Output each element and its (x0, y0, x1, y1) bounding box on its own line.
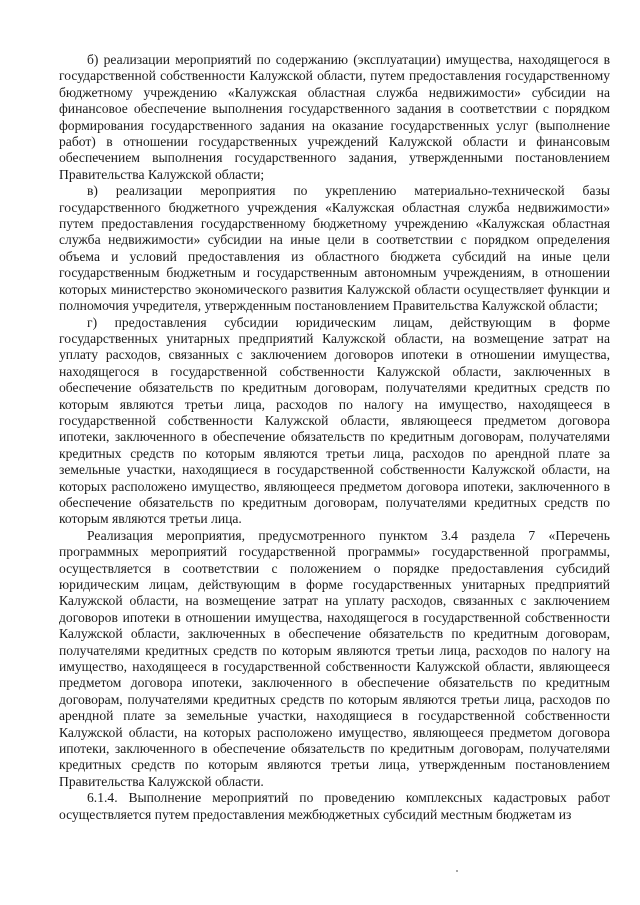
document-page (59, 52, 610, 823)
paragraph-6-1-4: 6.1.4. Выполнение мероприятий по проведению комплексных кадастровых работ осуществляется путем предоставления межбюджетных субсидий местным бюджетам из (59, 790, 610, 822)
paragraph-implementation: Реализация мероприятия, предусмотренного пунктом 3.4 раздела 7 «Перечень программных мероприятий государственной программы» государственной программы, осуществляется в соответствии с положением о порядке предоставления субсидий юридическим лицам, действующим в форме государственных унитарных предприятий Калужской области, на возмещение затрат на уплату расходов, связанных с заключением договоров ипотеки в отношении имущества, находящегося в государственной собственности Калужской области, заключенных в обеспечение обязательств по кредитным договорам, получателями кредитных средств по которым являются третьи лица, расходов по налогу на имущество, находящееся в государственной собственности Калужской области, являющееся предметом договора ипотеки, заключенного в обеспечение обязательств по кредитным договорам, получателями кредитных средств по которым являются третьи лица, расходов по арендной плате за земельные участки, находящиеся в государственной собственности Калужской области, на которых расположено имущество, являющееся предметом договора ипотеки, заключенного в обеспечение обязательств по кредитным договорам, получателями кредитных средств по которым являются третьи лица, утвержденным постановлением Правительства Калужской области. (59, 527, 610, 789)
paragraph-b: б) реализации мероприятий по содержанию (эксплуатации) имущества, находящегося в государственной собственности Калужской области, путем предоставления государственному бюджетному учреждению «Калужская областная служба недвижимости» субсидии на финансовое обеспечение выполнения государственного задания в соответствии с порядком формирования государственного задания на оказание государственных услуг (выполнение работ) в отношении государственных учреждений Калужской области и финансовым обеспечением выполнения государственного задания, утвержденными постановлением Правительства Калужской области; (59, 52, 610, 182)
scan-speck (456, 870, 458, 872)
paragraph-v: в) реализации мероприятия по укреплению материально-технической базы государственного бюджетного учреждения «Калужская областная служба недвижимости» путем предоставления государственному бюджетному учреждению «Калужская областная служба недвижимости» субсидии на иные цели в соответствии с порядком определения объема и условий предоставления из областного бюджета субсидий на иные цели государственным бюджетным и государственным автономным учреждениям, в отношении которых министерство экономического развития Калужской области осуществляет функции и полномочия учредителя, утвержденным постановлением Правительства Калужской области; (59, 183, 610, 314)
paragraph-g: г) предоставления субсидии юридическим лицам, действующим в форме государственных унитарных предприятий Калужской области, на возмещение затрат на уплату расходов, связанных с заключением договоров ипотеки в отношении имущества, находящегося в государственной собственности Калужской области, заключенных в обеспечение обязательств по кредитным договорам, получателями кредитных средств по которым являются третьи лица, расходов по налогу на имущество, находящееся в государственной собственности Калужской области, являющееся предметом договора ипотеки, заключенного в обеспечение обязательств по кредитным договорам, получателями кредитных средств по которым являются третьи лица, расходов по арендной плате за земельные участки, находящиеся в государственной собственности Калужской области, на которых расположено имущество, являющееся предметом договора ипотеки, заключенного в обеспечение обязательств по кредитным договорам, получателями кредитных средств по которым являются третьи лица. (59, 314, 610, 527)
